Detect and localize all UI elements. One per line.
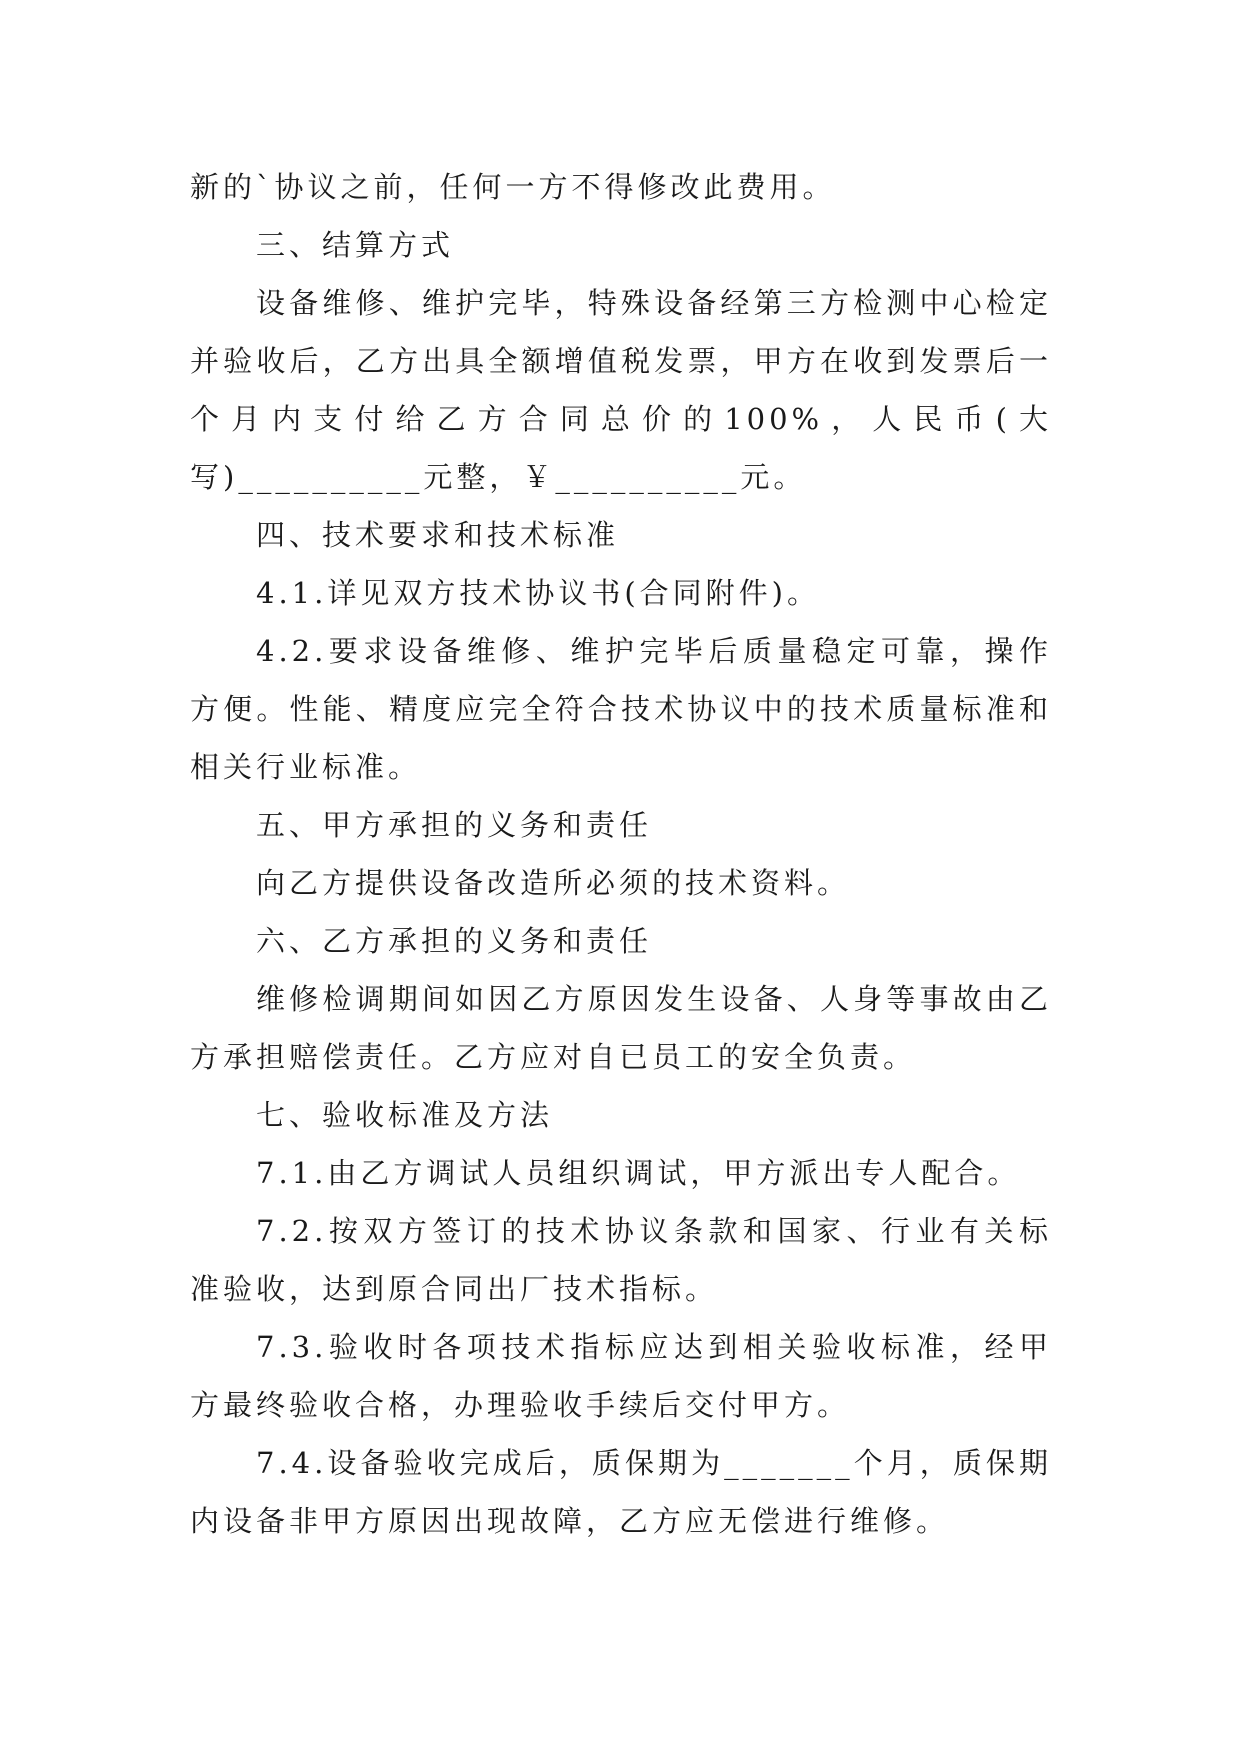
clause-4-1: 4.1.详见双方技术协议书(合同附件)。 — [256, 576, 820, 610]
paragraph-continuation: 新的`协议之前，任何一方不得修改此费用。 — [190, 170, 836, 204]
clause-4-2: 4.2.要求设备维修、维护完毕后质量稳定可靠，操作方便。性能、精度应完全符合技术协议中的技术质量标准和相关行业标准。 — [190, 634, 1052, 784]
clause-7-1: 7.1.由乙方调试人员组织调试，甲方派出专人配合。 — [256, 1156, 1021, 1190]
section-heading-acceptance: 七、验收标准及方法 — [256, 1098, 554, 1132]
document-body — [190, 158, 1052, 1550]
paragraph-party-a-obligations: 向乙方提供设备改造所必须的技术资料。 — [256, 866, 851, 900]
paragraph-party-b-obligations: 维修检调期间如因乙方原因发生设备、人身等事故由乙方承担赔偿责任。乙方应对自已员工的安全负责。 — [190, 982, 1052, 1074]
clause-7-2: 7.2.按双方签订的技术协议条款和国家、行业有关标准验收，达到原合同出厂技术指标。 — [190, 1214, 1052, 1306]
section-heading-party-b-obligations: 六、乙方承担的义务和责任 — [256, 924, 653, 958]
section-heading-party-a-obligations: 五、甲方承担的义务和责任 — [256, 808, 653, 842]
section-heading-settlement: 三、结算方式 — [256, 228, 455, 262]
clause-7-4: 7.4.设备验收完成后，质保期为_______个月，质保期内设备非甲方原因出现故障，乙方应无偿进行维修。 — [190, 1446, 1052, 1538]
paragraph-settlement: 设备维修、维护完毕，特殊设备经第三方检测中心检定并验收后，乙方出具全额增值税发票，甲方在收到发票后一个月内支付给乙方合同总价的100%，人民币(大写)__________元整，￥__________元。 — [190, 286, 1052, 494]
section-heading-technical-requirements: 四、技术要求和技术标准 — [256, 518, 620, 552]
clause-7-3: 7.3.验收时各项技术指标应达到相关验收标准，经甲方最终验收合格，办理验收手续后交付甲方。 — [190, 1330, 1052, 1422]
